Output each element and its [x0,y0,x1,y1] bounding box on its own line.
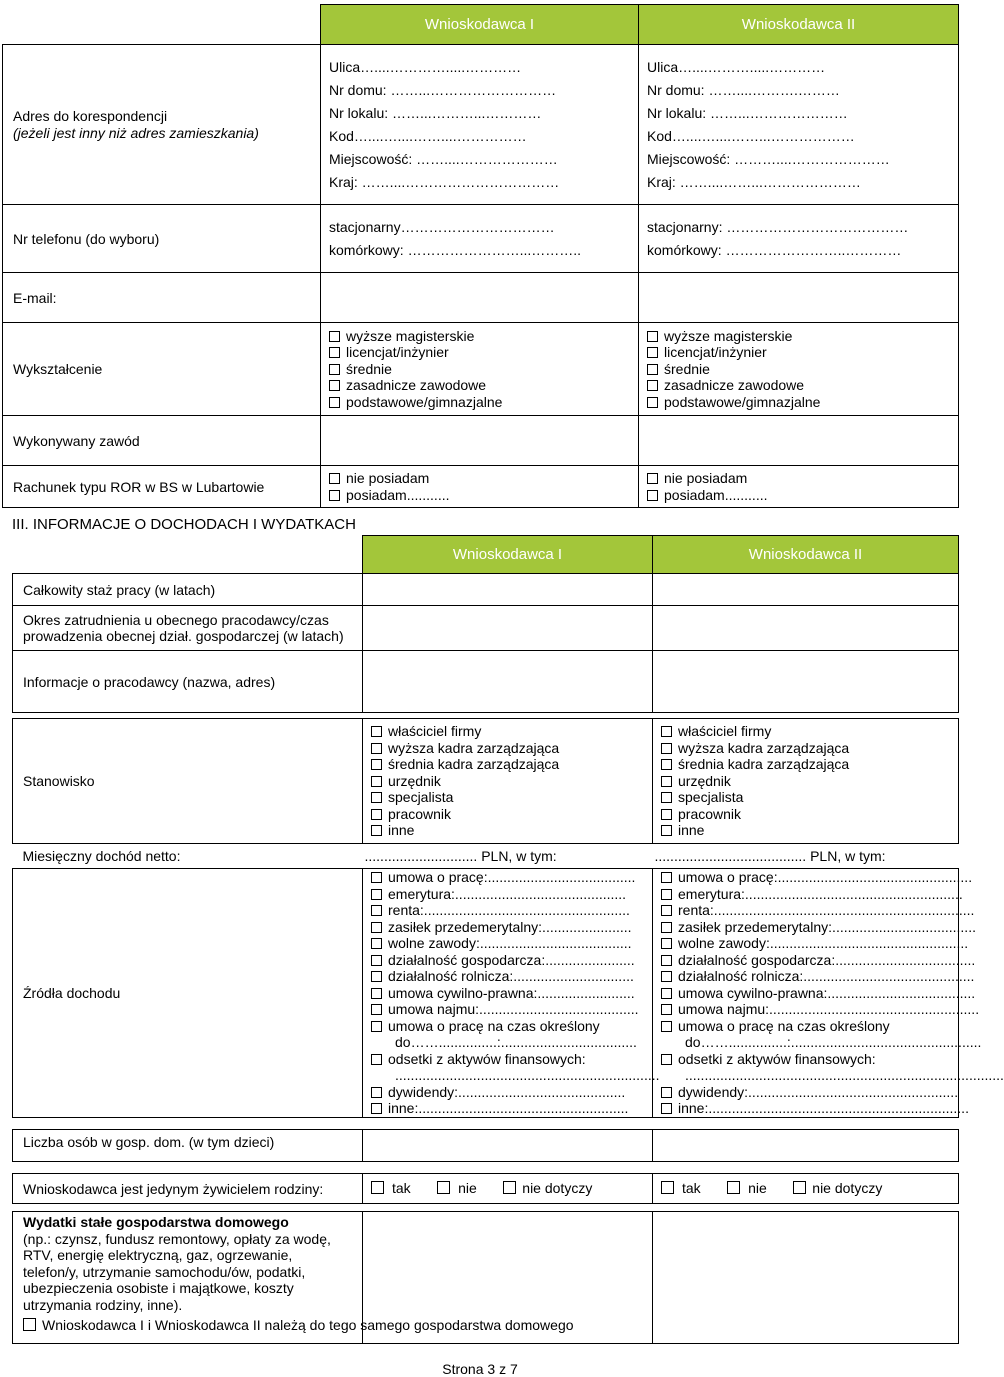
position-option[interactable]: wyższa kadra zarządzająca [661,740,958,757]
section-title: III. INFORMACJE O DOCHODACH I WYDATKACH [12,516,356,533]
ror-options-applicant-2 [639,466,959,508]
checkbox-icon[interactable] [661,825,672,836]
checkbox-icon[interactable] [647,397,658,408]
checkbox-icon[interactable] [661,726,672,737]
checkbox-icon[interactable] [661,889,672,900]
checkbox-icon[interactable] [437,1181,450,1194]
income-source-option[interactable]: do……...............:................................... [395,1034,637,1051]
checkbox-icon[interactable] [661,1054,672,1065]
position-label: Stanowisko [13,719,363,844]
employment-period-label: Okres zatrudnienia u obecnego pracodawcy/czas prowadzenia obecnej dział. gospodarczej (w latach) [13,606,363,651]
checkbox-icon[interactable] [371,988,382,999]
ror-account-label: Rachunek typu ROR w BS w Lubartowie [3,466,321,508]
checkbox-icon[interactable] [647,364,658,375]
checkbox-icon[interactable] [661,1021,672,1032]
position-option[interactable]: średnia kadra zarządzająca [661,756,958,773]
breadwinner-option[interactable]: tak [371,1180,411,1196]
household-size-field-applicant-1[interactable] [363,1130,653,1162]
checkbox-icon[interactable] [647,380,658,391]
net-income-label: Miesięczny dochód netto: [22,848,181,864]
checkbox-icon[interactable] [661,743,672,754]
education-option[interactable]: wyższe magisterskie [329,328,638,345]
checkbox-icon[interactable] [371,938,382,949]
checkbox-icon[interactable] [371,1103,382,1114]
breadwinner-option[interactable]: nie [727,1180,767,1196]
checkbox-icon[interactable] [329,397,340,408]
email-label: E-mail: [3,273,321,323]
checkbox-icon[interactable] [371,1004,382,1015]
income-source-option[interactable]: .................................................................................. [685,1067,1004,1084]
income-header-applicant-2: Wnioskodawca II [653,536,959,574]
address-field-applicant-1[interactable]: Ulica…....………….....………… Nr domu: ……...……………………… Nr lokalu: ……...………...………… Kod…....…....……....…………… Miejscowość: ……....………………… Kraj: ……....…………………………… [321,45,639,205]
checkbox-icon[interactable] [371,825,382,836]
income-source-option[interactable]: emerytura:............................................ [371,886,652,903]
checkbox-icon[interactable] [661,922,672,933]
checkbox-icon[interactable] [371,922,382,933]
checkbox-icon[interactable] [329,380,340,391]
occupation-label: Wykonywany zawód [3,416,321,466]
checkbox-icon[interactable] [371,1181,384,1194]
position-options-applicant-1 [363,719,653,844]
position-option[interactable]: wyższa kadra zarządzająca [371,740,652,757]
sole-breadwinner-options-applicant-2 [653,1174,959,1204]
education-option[interactable]: licencjat/inżynier [647,344,958,361]
sole-breadwinner-label: Wnioskodawca jest jedynym żywicielem rodziny: [13,1174,363,1204]
checkbox-icon[interactable] [371,809,382,820]
employer-info-label: Informacje o pracodawcy (nazwa, adres) [13,651,363,713]
income-source-option[interactable]: umowa cywilno-prawna:...................................... [661,985,958,1002]
checkbox-icon[interactable] [329,331,340,342]
income-source-option[interactable]: odsetki z aktywów finansowych: [661,1051,958,1068]
income-source-option[interactable]: wolne zawody:................................................... [661,935,958,952]
income-source-option[interactable]: zasiłek przedemerytalny:....................... [371,919,652,936]
education-options-applicant-2 [639,323,959,416]
address-field-applicant-2[interactable]: Ulica…....……….....………… Nr domu: ……....……….……… Nr lokalu: ……...………………… Kod…....…....……...……………… Miejscowość: ………....………………… Kraj: ……....……...………………… [639,45,959,205]
breadwinner-option[interactable]: nie dotyczy [503,1180,592,1196]
checkbox-icon[interactable] [661,905,672,916]
breadwinner-option[interactable]: nie dotyczy [793,1180,882,1196]
column-header-applicant-2: Wnioskodawca II [639,5,959,45]
same-household-option[interactable]: Wnioskodawca I i Wnioskodawca II należą do tego samego gospodarstwa domowego [23,1317,362,1334]
net-income-field-applicant-2[interactable]: ....................................... PLN, w tym: [654,848,886,864]
education-option[interactable]: podstawowe/gimnazjalne [647,394,958,411]
position-options-applicant-2 [653,719,959,844]
checkbox-icon[interactable] [329,473,340,484]
household-size-field-applicant-2[interactable] [653,1130,959,1162]
checkbox-icon[interactable] [647,331,658,342]
checkbox-icon[interactable] [661,1181,674,1194]
position-option[interactable]: inne [371,822,652,839]
checkbox-icon[interactable] [661,809,672,820]
email-field-applicant-1[interactable] [321,273,639,323]
ror-option[interactable]: nie posiadam [329,470,638,487]
income-table [12,535,1004,1344]
checkbox-icon[interactable] [661,1087,672,1098]
phone-field-applicant-2[interactable]: stacjonarny: ………………………………… komórkowy: ……………………..………… [639,205,959,273]
checkbox-icon[interactable] [647,490,658,501]
income-source-option[interactable]: emerytura:........................................................ [661,886,958,903]
income-source-option[interactable]: umowa najmu:...................................................... [661,1001,958,1018]
income-source-option[interactable]: działalność rolnicza:............................... [371,968,652,985]
checkbox-icon[interactable] [329,364,340,375]
page-number: Strona 3 z 7 [442,1361,518,1377]
checkbox-icon[interactable] [329,490,340,501]
income-source-option[interactable]: działalność rolnicza:............................................ [661,968,958,985]
position-option[interactable]: właściciel firmy [371,723,652,740]
checkbox-icon[interactable] [661,776,672,787]
checkbox-icon[interactable] [661,792,672,803]
occupation-field-applicant-2[interactable] [639,416,959,466]
income-source-option[interactable]: umowa o pracę na czas określony [661,1018,958,1035]
fixed-expenses-label: Wydatki stałe gospodarstwa domowego (np.: czynsz, fundusz remontowy, opłaty za wodę, RTV, energię elektryczną, gaz, ogrzewanie, telefon/y, utrzymanie samochodu/ów, podatki, ubezpieczenia osobiste i majątkowe, koszty utrzymania rodziny, inne). Wnioskodawca I i Wnioskodawca II należą do tego samego gospodarstwa domowego [13,1212,363,1344]
position-option[interactable]: urzędnik [661,773,958,790]
income-source-option[interactable]: umowa o pracę:.................................................. [661,869,958,886]
breadwinner-option[interactable]: nie [437,1180,477,1196]
checkbox-icon[interactable] [329,347,340,358]
checkbox-icon[interactable] [371,1021,382,1032]
checkbox-icon[interactable] [371,759,382,770]
checkbox-icon[interactable] [371,905,382,916]
income-source-option[interactable]: inne:...................................................... [371,1100,652,1117]
checkbox-icon[interactable] [371,1087,382,1098]
applicant-info-table [2,4,959,508]
breadwinner-option[interactable]: tak [661,1180,701,1196]
income-source-option[interactable]: .................................................................... [395,1067,660,1084]
checkbox-icon[interactable] [661,988,672,999]
income-source-option[interactable]: wolne zawody:....................................... [371,935,652,952]
checkbox-icon[interactable] [647,347,658,358]
income-sources-applicant-2 [653,869,1004,1118]
household-size-label: Liczba osób w gosp. dom. (w tym dzieci) [13,1130,363,1162]
sole-breadwinner-options-applicant-1 [363,1174,653,1204]
employer-info-field-applicant-1[interactable] [363,651,653,713]
position-option[interactable]: pracownik [371,806,652,823]
education-option[interactable]: średnie [647,361,958,378]
phone-field-applicant-1[interactable]: stacjonarny…………………………… komórkowy: ……………………...……….. [321,205,639,273]
income-source-option[interactable]: odsetki z aktywów finansowych: [371,1051,652,1068]
fixed-expenses-field-applicant-2[interactable] [653,1212,959,1344]
income-source-option[interactable]: umowa o pracę na czas określony [371,1018,652,1035]
education-label: Wykształcenie [3,323,321,416]
income-source-option[interactable]: dywidendy:...................................................... [661,1084,958,1101]
checkbox-icon[interactable] [661,938,672,949]
position-option[interactable]: urzędnik [371,773,652,790]
checkbox-icon[interactable] [23,1318,36,1331]
checkbox-icon[interactable] [371,971,382,982]
checkbox-icon[interactable] [647,473,658,484]
checkbox-icon[interactable] [661,1103,672,1114]
checkbox-icon[interactable] [371,726,382,737]
work-experience-field-applicant-2[interactable] [653,574,959,606]
checkbox-icon[interactable] [371,776,382,787]
income-source-option[interactable]: dywidendy:........................................... [371,1084,652,1101]
checkbox-icon[interactable] [661,971,672,982]
position-option[interactable]: właściciel firmy [661,723,958,740]
occupation-field-applicant-1[interactable] [321,416,639,466]
checkbox-icon[interactable] [371,792,382,803]
work-experience-label: Całkowity staż pracy (w latach) [13,574,363,606]
income-source-option[interactable]: działalność gospodarcza:....................... [371,952,652,969]
income-source-option[interactable]: renta:..................................................... [371,902,652,919]
checkbox-icon[interactable] [371,889,382,900]
checkbox-icon[interactable] [661,1004,672,1015]
net-income-field-applicant-1[interactable]: ............................. PLN, w tym: [364,848,557,864]
ror-option[interactable]: posiadam........... [329,487,638,504]
income-source-option[interactable]: działalność gospodarcza:.................................... [661,952,958,969]
education-option[interactable]: wyższe magisterskie [647,328,958,345]
position-option[interactable]: średnia kadra zarządzająca [371,756,652,773]
education-option[interactable]: zasadnicze zawodowe [647,377,958,394]
employer-info-field-applicant-2[interactable] [653,651,959,713]
position-option[interactable]: inne [661,822,958,839]
ror-option[interactable]: nie posiadam [647,470,958,487]
employment-period-field-applicant-1[interactable] [363,606,653,651]
education-options-applicant-1 [321,323,639,416]
education-option[interactable]: zasadnicze zawodowe [329,377,638,394]
ror-options-applicant-1 [321,466,639,508]
ror-option[interactable]: posiadam........... [647,487,958,504]
education-option[interactable]: licencjat/inżynier [329,344,638,361]
phone-label: Nr telefonu (do wyboru) [3,205,321,273]
income-header-applicant-1: Wnioskodawca I [363,536,653,574]
education-option[interactable]: średnie [329,361,638,378]
checkbox-icon[interactable] [371,743,382,754]
address-label: Adres do korespondencji (jeżeli jest inny niż adres zamieszkania) [3,45,321,205]
income-sources-applicant-1 [363,869,660,1118]
checkbox-icon[interactable] [503,1181,516,1194]
checkbox-icon[interactable] [371,1054,382,1065]
checkbox-icon[interactable] [727,1181,740,1194]
income-source-option[interactable]: umowa cywilno-prawna:......................... [371,985,652,1002]
income-source-option[interactable]: umowa o pracę:...................................... [371,869,652,886]
checkbox-icon[interactable] [661,759,672,770]
income-source-option[interactable]: do……...............:................................................. [685,1034,982,1051]
position-option[interactable]: specjalista [371,789,652,806]
column-header-applicant-1: Wnioskodawca I [321,5,639,45]
checkbox-icon[interactable] [661,872,672,883]
position-option[interactable]: pracownik [661,806,958,823]
checkbox-icon[interactable] [661,955,672,966]
checkbox-icon[interactable] [371,955,382,966]
income-sources-label: Źródła dochodu [13,869,363,1118]
checkbox-icon[interactable] [371,872,382,883]
income-source-option[interactable]: zasiłek przedemerytalny:..................................... [661,919,958,936]
checkbox-icon[interactable] [793,1181,806,1194]
income-source-option[interactable]: inne:................................................................... [661,1100,958,1117]
work-experience-field-applicant-1[interactable] [363,574,653,606]
position-option[interactable]: specjalista [661,789,958,806]
income-source-option[interactable]: renta:................................................................... [661,902,958,919]
income-source-option[interactable]: umowa najmu:......................................... [371,1001,652,1018]
employment-period-field-applicant-2[interactable] [653,606,959,651]
education-option[interactable]: podstawowe/gimnazjalne [329,394,638,411]
email-field-applicant-2[interactable] [639,273,959,323]
